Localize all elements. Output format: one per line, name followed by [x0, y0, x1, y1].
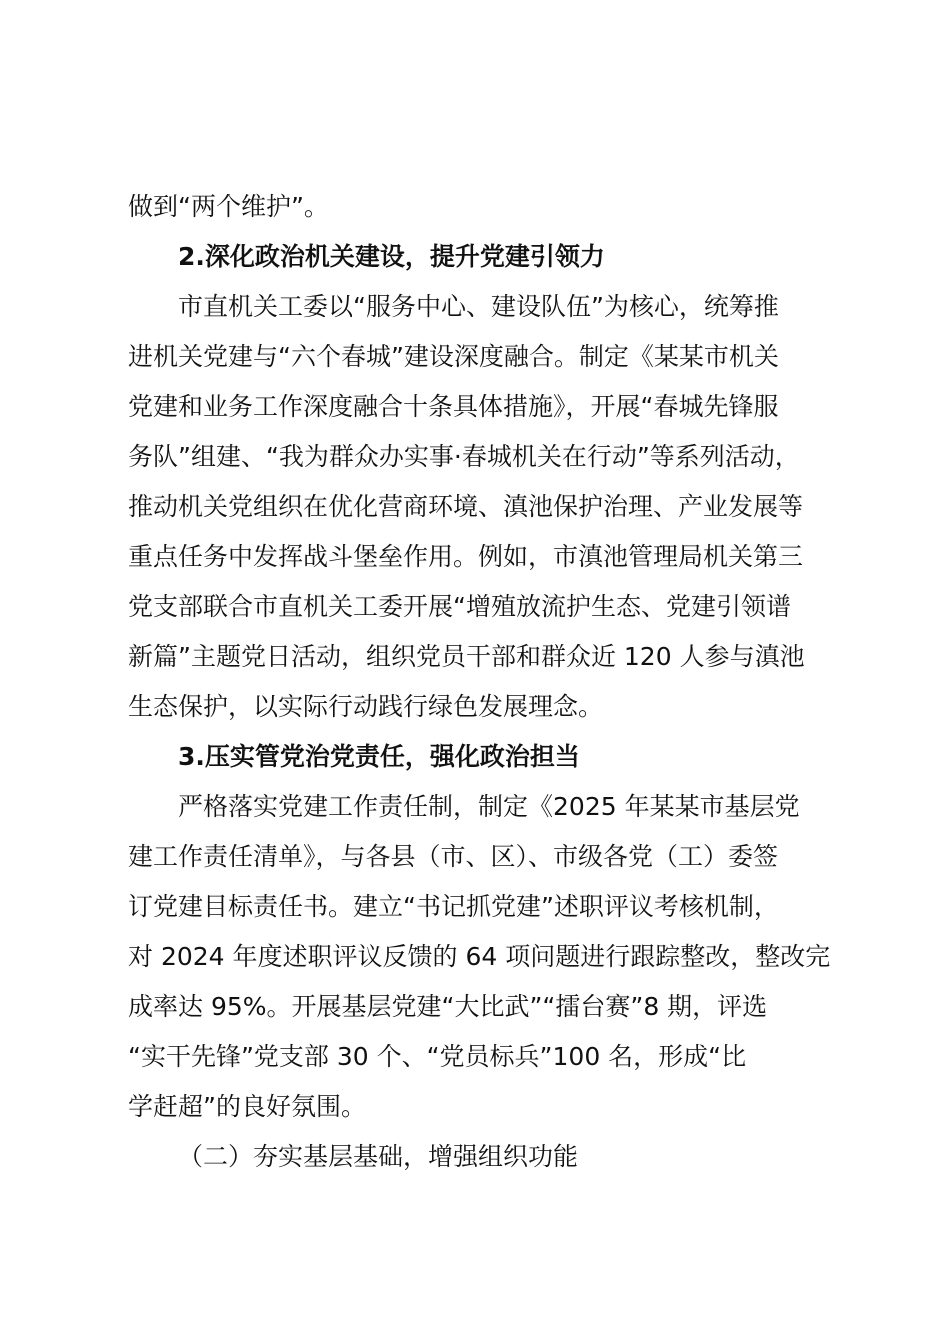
subsection-heading: （二）夯实基层基础，增强组织功能 [178, 1142, 579, 1171]
paragraph-line: “实干先锋”党支部 30 个、“党员标兵”100 名，形成“比 [128, 1042, 747, 1071]
paragraph-line: 市直机关工委以“服务中心、建设队伍”为核心，统筹推 [178, 292, 779, 321]
paragraph-line: 推动机关党组织在优化营商环境、滇池保护治理、产业发展等 [128, 492, 804, 521]
paragraph-line: 严格落实党建工作责任制，制定《2025 年某某市基层党 [178, 792, 800, 821]
paragraph-line: 生态保护，以实际行动践行绿色发展理念。 [128, 692, 604, 721]
paragraph-line: 做到“两个维护”。 [128, 192, 329, 221]
paragraph-line: 学赶超”的良好氛围。 [128, 1092, 366, 1121]
paragraph-line: 新篇”主题党日活动，组织党员干部和群众近 120 人参与滇池 [128, 642, 805, 671]
paragraph-line: 订党建目标责任书。建立“书记抓党建”述职评议考核机制， [128, 892, 779, 921]
paragraph-line: 党建和业务工作深度融合十条具体措施》，开展“春城先锋服 [128, 392, 779, 421]
paragraph-line: 成率达 95%。开展基层党建“大比武”“擂台赛”8 期，评选 [128, 992, 768, 1021]
paragraph-line: 建工作责任清单》，与各县（市、区）、市级各党（工）委签 [128, 842, 779, 871]
paragraph-line: 务队”组建、“我为群众办实事·春城机关在行动”等系列活动， [128, 442, 800, 471]
paragraph-line: 进机关党建与“六个春城”建设深度融合。制定《某某市机关 [128, 342, 779, 371]
paragraph-line: 对 2024 年度述职评议反馈的 64 项问题进行跟踪整改，整改完 [128, 942, 831, 971]
paragraph-line: 党支部联合市直机关工委开展“增殖放流护生态、党建引领谱 [128, 592, 791, 621]
section-heading-3: 3.压实管党治党责任，强化政治担当 [178, 742, 580, 771]
section-heading-2: 2.深化政治机关建设，提升党建引领力 [178, 242, 605, 271]
paragraph-line: 重点任务中发挥战斗堡垒作用。例如，市滇池管理局机关第三 [128, 542, 804, 571]
